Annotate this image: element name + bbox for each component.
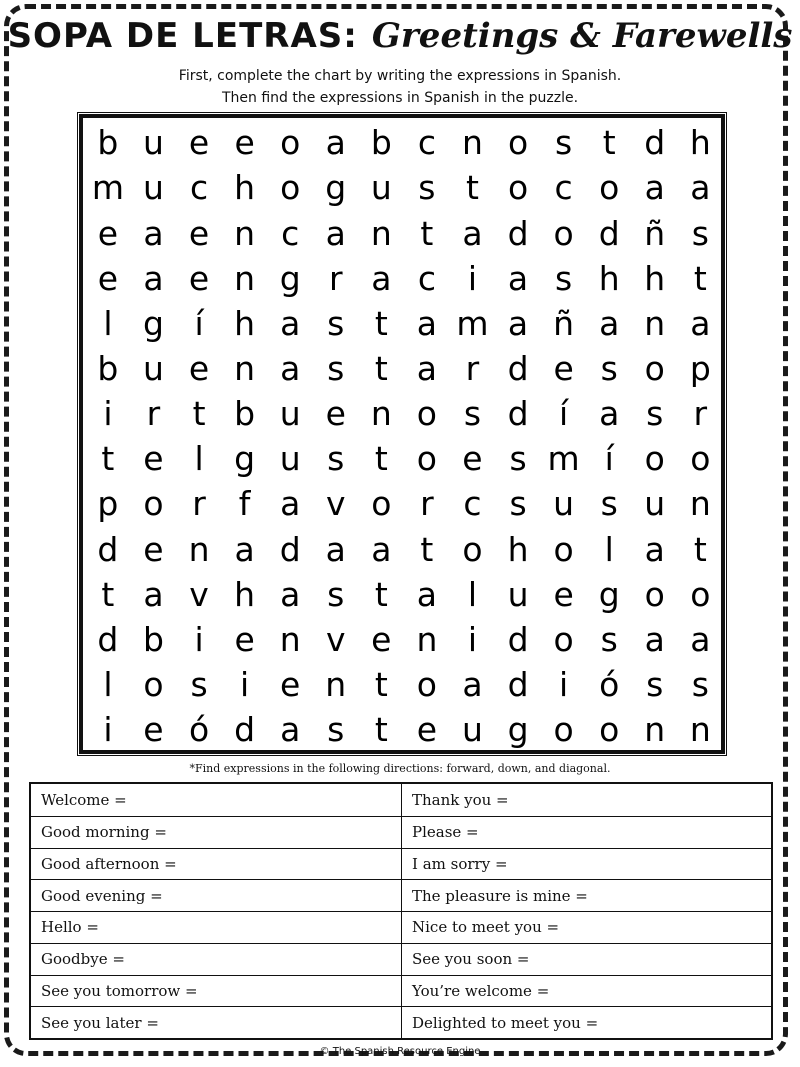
grid-row xyxy=(83,481,721,527)
grid-letter: h xyxy=(234,574,256,614)
chart-prompt-left[interactable]: See you tomorrow = xyxy=(31,976,402,1007)
grid-letter: e xyxy=(188,213,210,253)
grid-letter: e xyxy=(188,258,210,298)
grid-letter: b xyxy=(142,619,164,659)
grid-letter: c xyxy=(417,258,436,298)
grid-letter: v xyxy=(325,484,346,524)
grid-letter: a xyxy=(280,303,301,343)
grid-letter: a xyxy=(416,303,438,343)
chart-row xyxy=(31,943,771,975)
grid-letter: e xyxy=(553,574,574,614)
grid-letter: e xyxy=(234,123,255,163)
grid-letter: s xyxy=(509,484,527,524)
grid-letter: r xyxy=(465,349,480,389)
grid-letter: c xyxy=(281,213,300,253)
grid-letter: a xyxy=(462,213,483,253)
grid-row xyxy=(83,707,721,753)
grid-letter: o xyxy=(599,168,620,208)
grid-letter: o xyxy=(553,710,574,750)
chart-row xyxy=(31,911,771,943)
chart-row xyxy=(31,1006,771,1038)
grid-letter: c xyxy=(189,168,209,208)
grid-row xyxy=(83,662,721,708)
grid-letter: u xyxy=(279,394,301,434)
grid-letter: m xyxy=(456,303,489,343)
copyright-footer: © The Spanish Resource Engine xyxy=(319,1046,481,1057)
instruction-line-2: Then find the expressions in Spanish in the puzzle. xyxy=(221,90,579,106)
grid-letter: o xyxy=(690,574,711,614)
grid-letter: a xyxy=(143,258,164,298)
grid-letter: o xyxy=(507,123,529,163)
grid-letter: s xyxy=(327,349,345,389)
grid-letter: s xyxy=(691,665,709,705)
grid-letter: s xyxy=(691,213,709,253)
grid-letter: n xyxy=(234,213,256,253)
grid-letter: s xyxy=(600,484,618,524)
grid-letter: l xyxy=(604,529,614,569)
title-main: SOPA DE LETRAS: xyxy=(7,16,358,56)
grid-letter: e xyxy=(280,665,301,705)
grid-letter: g xyxy=(279,258,301,298)
grid-letter: t xyxy=(374,710,388,750)
grid-letter: m xyxy=(547,439,580,479)
grid-letter: o xyxy=(644,439,665,479)
grid-letter: r xyxy=(693,394,708,434)
grid-letter: o xyxy=(416,665,437,705)
grid-letter: t xyxy=(693,258,707,298)
grid-letter: a xyxy=(371,529,392,569)
grid-letter: o xyxy=(644,574,665,614)
chart-prompt-left[interactable]: Good afternoon = xyxy=(31,849,402,880)
grid-letter: a xyxy=(416,349,438,389)
grid-letter: a xyxy=(507,258,529,298)
grid-letter: o xyxy=(599,710,620,750)
grid-letter: d xyxy=(598,213,620,253)
grid-letter: í xyxy=(559,394,569,434)
grid-letter: s xyxy=(327,710,345,750)
grid-letter: s xyxy=(600,349,618,389)
grid-letter: o xyxy=(507,168,529,208)
grid-letter: l xyxy=(103,303,113,343)
grid-letter: n xyxy=(234,258,256,298)
grid-letter: n xyxy=(644,710,666,750)
grid-letter: e xyxy=(462,439,483,479)
grid-letter: s xyxy=(509,439,527,479)
grid-letter: e xyxy=(371,619,392,659)
grid-row xyxy=(83,210,721,256)
chart-prompt-left[interactable]: Goodbye = xyxy=(31,944,402,975)
grid-letter: i xyxy=(103,394,113,434)
grid-letter: t xyxy=(192,394,206,434)
grid-letter: ñ xyxy=(553,303,575,343)
grid-letter: t xyxy=(693,529,707,569)
grid-letter: r xyxy=(420,484,434,524)
grid-letter: g xyxy=(325,168,347,208)
chart-prompt-right[interactable]: Thank you = xyxy=(412,790,509,809)
grid-letter: h xyxy=(644,258,666,298)
grid-letter: i xyxy=(194,619,204,659)
instruction-line-1: First, complete the chart by writing the expressions in Spanish. xyxy=(178,68,622,84)
grid-letter: ó xyxy=(188,710,210,750)
grid-letter: a xyxy=(371,258,392,298)
grid-letter: t xyxy=(374,349,388,389)
grid-letter: d xyxy=(234,710,256,750)
grid-letter: n xyxy=(416,619,438,659)
grid-letter: l xyxy=(467,574,478,614)
grid-letter: l xyxy=(103,665,113,705)
grid-letter: n xyxy=(462,123,483,163)
grid-letter: u xyxy=(507,574,529,614)
grid-letter: o xyxy=(462,529,483,569)
grid-letter: o xyxy=(553,529,574,569)
chart-row xyxy=(31,848,771,880)
grid-letter: a xyxy=(462,665,483,705)
grid-letter: s xyxy=(600,619,618,659)
grid-letter: g xyxy=(234,439,256,479)
chart-prompt-right[interactable]: The pleasure is mine = xyxy=(412,886,588,905)
grid-letter: t xyxy=(420,529,434,569)
grid-letter: a xyxy=(280,349,301,389)
grid-letter: a xyxy=(599,394,620,434)
grid-letter: e xyxy=(143,439,164,479)
grid-letter: e xyxy=(325,394,346,434)
grid-letter: o xyxy=(644,349,665,389)
grid-letter: s xyxy=(555,258,573,298)
grid-letter: a xyxy=(644,619,665,659)
grid-letter: e xyxy=(234,619,255,659)
grid-letter: e xyxy=(416,710,438,750)
grid-letter: n xyxy=(370,394,392,434)
grid-letter: t xyxy=(420,213,434,253)
chart-row xyxy=(31,816,771,848)
grid-letter: n xyxy=(689,710,711,750)
grid-letter: t xyxy=(374,665,388,705)
grid-letter: d xyxy=(507,619,529,659)
grid-letter: n xyxy=(370,213,392,253)
grid-letter: n xyxy=(279,619,301,659)
chart-row xyxy=(31,784,771,816)
grid-letter: s xyxy=(646,665,664,705)
grid-row xyxy=(83,165,721,211)
grid-letter: a xyxy=(507,303,529,343)
grid-row xyxy=(83,571,721,617)
grid-letter: o xyxy=(143,665,164,705)
grid-letter: p xyxy=(97,484,119,524)
grid-letter: r xyxy=(328,258,343,298)
chart-prompt-right[interactable]: I am sorry = xyxy=(412,854,508,873)
grid-letter: u xyxy=(370,168,392,208)
grid-letter: h xyxy=(234,303,256,343)
grid-letter: a xyxy=(280,710,301,750)
grid-letter: e xyxy=(97,213,119,253)
grid-letter: o xyxy=(280,168,301,208)
grid-letter: b xyxy=(370,123,392,163)
grid-letter: u xyxy=(644,484,666,524)
grid-letter: í xyxy=(194,303,204,343)
grid-letter: r xyxy=(192,484,206,524)
grid-letter: c xyxy=(417,123,436,163)
grid-letter: a xyxy=(143,213,164,253)
grid-letter: u xyxy=(553,484,575,524)
grid-letter: g xyxy=(598,574,620,614)
grid-letter: o xyxy=(371,484,392,524)
grid-letter: t xyxy=(374,439,388,479)
grid-letter: d xyxy=(507,213,529,253)
grid-letter: c xyxy=(554,168,573,208)
grid-letter: d xyxy=(97,619,119,659)
grid-letter: o xyxy=(416,439,437,479)
grid-letter: n xyxy=(644,303,666,343)
chart-prompt-left[interactable]: Good evening = xyxy=(31,880,402,911)
chart-prompt-right[interactable]: See you soon = xyxy=(412,950,530,969)
grid-letter: c xyxy=(463,484,482,524)
grid-letter: s xyxy=(646,394,664,434)
grid-letter: o xyxy=(416,394,437,434)
grid-letter: s xyxy=(327,574,345,614)
grid-row xyxy=(83,617,721,663)
grid-letter: u xyxy=(143,168,164,208)
grid-letter: v xyxy=(189,574,209,614)
grid-letter: t xyxy=(374,574,388,614)
grid-letter: e xyxy=(143,529,164,569)
grid-letter: a xyxy=(325,123,346,163)
grid-letter: u xyxy=(143,123,164,163)
grid-letter: g xyxy=(142,303,164,343)
grid-letter: s xyxy=(555,123,573,163)
translation-chart xyxy=(29,782,773,1040)
grid-letter: b xyxy=(234,394,256,434)
grid-letter: h xyxy=(598,258,620,298)
grid-letter: d xyxy=(644,123,666,163)
grid-letter: o xyxy=(553,213,574,253)
grid-letter: t xyxy=(602,123,616,163)
grid-row xyxy=(83,120,721,166)
grid-letter: h xyxy=(234,168,256,208)
grid-letter: f xyxy=(238,484,251,524)
grid-letter: b xyxy=(97,349,119,389)
chart-row xyxy=(31,879,771,911)
grid-letter: i xyxy=(559,665,569,705)
grid-letter: n xyxy=(325,665,347,705)
grid-letter: h xyxy=(507,529,529,569)
grid-letter: d xyxy=(507,349,529,389)
grid-letter: s xyxy=(327,303,345,343)
grid-letter: v xyxy=(325,619,346,659)
page-title xyxy=(0,16,800,66)
grid-letter: b xyxy=(97,123,119,163)
chart-prompt-right[interactable]: Please = xyxy=(412,823,479,842)
grid-letter: t xyxy=(101,439,115,479)
grid-letter: u xyxy=(279,439,301,479)
grid-letter: p xyxy=(689,349,711,389)
chart-row xyxy=(31,975,771,1007)
grid-row xyxy=(83,436,721,482)
grid-letter: o xyxy=(553,619,574,659)
grid-letter: n xyxy=(234,349,256,389)
grid-letter: e xyxy=(143,710,164,750)
grid-letter: t xyxy=(465,168,479,208)
grid-letter: i xyxy=(467,258,478,298)
grid-letter: a xyxy=(280,574,301,614)
grid-letter: t xyxy=(101,574,115,614)
chart-prompt-left[interactable]: Welcome = xyxy=(31,784,402,816)
chart-prompt-left[interactable]: See you later = xyxy=(31,1007,402,1038)
grid-letter: d xyxy=(279,529,301,569)
grid-letter: a xyxy=(416,574,438,614)
grid-letter: u xyxy=(462,710,483,750)
grid-letter: o xyxy=(280,123,301,163)
grid-letter: a xyxy=(143,574,164,614)
word-search-grid xyxy=(79,114,725,754)
grid-letter: d xyxy=(97,529,119,569)
grid-letter: a xyxy=(280,484,301,524)
chart-prompt-left[interactable]: Good morning = xyxy=(31,817,402,848)
grid-letter: u xyxy=(143,349,164,389)
grid-letter: m xyxy=(91,168,124,208)
grid-letter: a xyxy=(234,529,255,569)
grid-letter: r xyxy=(146,394,161,434)
grid-letter: s xyxy=(190,665,208,705)
grid-letter: e xyxy=(188,123,210,163)
grid-letter: a xyxy=(690,303,711,343)
grid-letter: ñ xyxy=(644,213,666,253)
grid-letter: g xyxy=(507,710,529,750)
grid-letter: s xyxy=(327,439,345,479)
grid-letter: s xyxy=(418,168,436,208)
grid-letter: a xyxy=(325,529,346,569)
grid-letter: n xyxy=(188,529,210,569)
grid-letter: a xyxy=(690,168,711,208)
grid-letter: a xyxy=(325,213,346,253)
directions-note: *Find expressions in the following directions: forward, down, and diagonal. xyxy=(189,762,611,775)
grid-letter: a xyxy=(644,529,665,569)
grid-row xyxy=(83,255,721,301)
chart-prompt-left[interactable]: Hello = xyxy=(31,912,402,943)
grid-letter: ó xyxy=(599,665,620,705)
grid-letter: n xyxy=(689,484,711,524)
grid-letter: i xyxy=(240,665,250,705)
title-subtitle: Greetings & Farewells xyxy=(371,16,793,56)
grid-row xyxy=(83,346,721,392)
grid-letter: l xyxy=(194,439,204,479)
chart-prompt-right[interactable]: You’re welcome = xyxy=(412,981,550,1000)
grid-letter: i xyxy=(103,710,113,750)
grid-letter: t xyxy=(374,303,388,343)
chart-prompt-right[interactable]: Nice to meet you = xyxy=(412,918,560,937)
grid-letter: e xyxy=(553,349,574,389)
grid-letter: h xyxy=(689,123,711,163)
grid-letter: i xyxy=(467,619,478,659)
grid-letter: e xyxy=(97,258,119,298)
grid-row xyxy=(83,526,721,572)
grid-letter: a xyxy=(690,619,711,659)
grid-letter: s xyxy=(463,394,482,434)
grid-letter: d xyxy=(507,665,529,705)
grid-letter: a xyxy=(599,303,620,343)
grid-letter: e xyxy=(188,349,210,389)
grid-letter: d xyxy=(507,394,529,434)
grid-row xyxy=(83,301,721,347)
grid-letter: a xyxy=(644,168,665,208)
grid-letter: í xyxy=(604,439,614,479)
grid-letter: o xyxy=(143,484,164,524)
grid-row xyxy=(83,391,721,437)
grid-letter: o xyxy=(690,439,711,479)
chart-prompt-right[interactable]: Delighted to meet you = xyxy=(412,1013,599,1032)
